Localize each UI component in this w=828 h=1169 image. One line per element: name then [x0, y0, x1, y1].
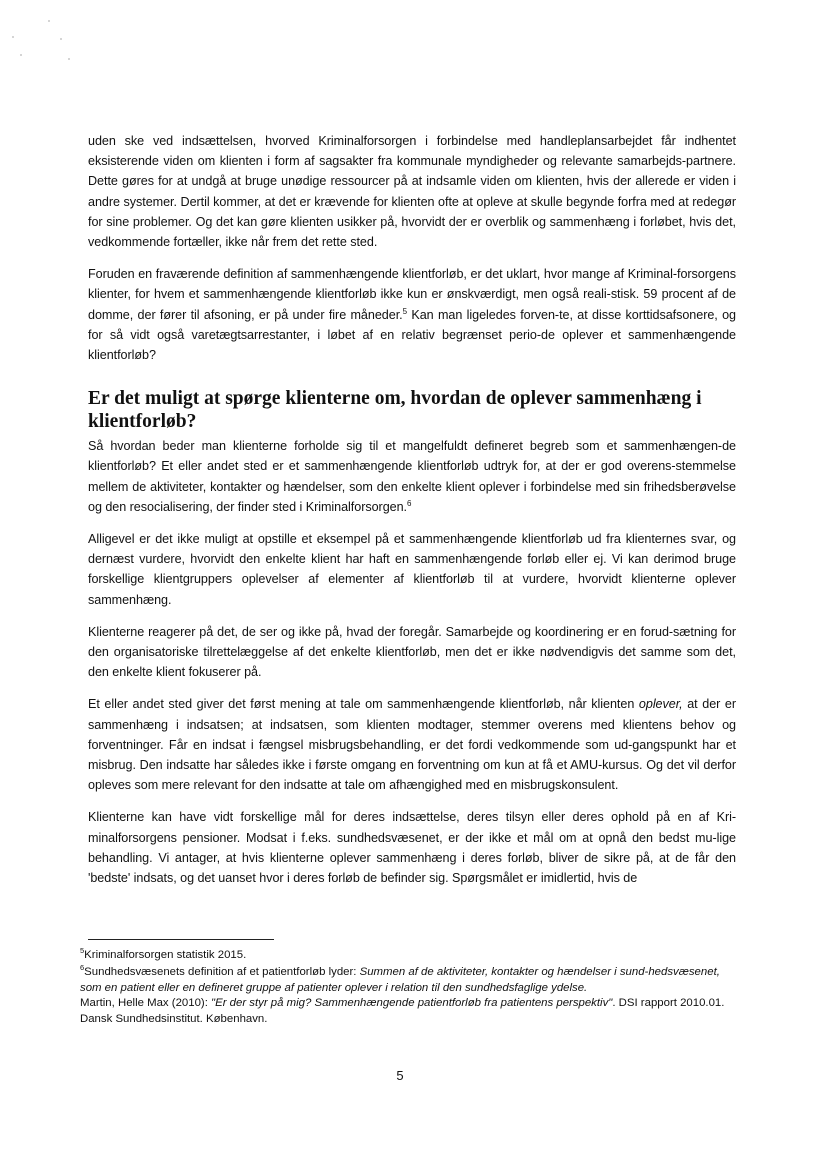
footnote-text: Kriminalforsorgen statistik 2015.: [84, 949, 247, 961]
body-paragraph-7: Klienterne kan have vidt forskellige mål for deres indsættelse, deres tilsyn eller deres ophold på en af Kri-minalforsorgens pensioner. Modsat i f.eks. sundhedsvæsenet, er der ikke et mål om at opnå den bedst mu-lige behandling. Vi antager, at hvis klienterne oplever sammenhæng i deres forløb, bliver de sikre på, at de får den 'bedste' indsats, og det uanset hvor i deres forløb de befinder sig. Spørgsmålet er imidlertid, hvis de: [88, 810, 736, 886]
footnote-citation-title: "Er der styr på mig? Sammenhængende patientforløb fra patientens perspektiv": [211, 997, 613, 1010]
footnote-5: [80, 948, 740, 963]
footnote-citation: Martin, Helle Max (2010):: [80, 997, 212, 1010]
footnote-reference: 6: [407, 498, 412, 508]
footnote-citation: . DSI rapport 2010.01. Dansk Sundhedsinstitut. København.: [80, 997, 725, 1025]
footnote-text: Sundhedsvæsenets definition af et patientforløb lyder:: [84, 966, 360, 979]
scan-artifact: [60, 38, 62, 40]
paragraph-text: Så hvordan beder man klienterne forholde sig til et mangelfuldt defineret begreb som et sammenhængen-de klientforløb? Et eller andet sted er et sammenhængende klientforløb udtryk for, at der er god overens-stemmelse mellem de aktiviteter, kontakter og hændelser, som den enkelte klient oplever i forbindelse med sin frihedsberøvelse og den resocialisering, der finder sted i Kriminalforsorgen.: [88, 439, 736, 514]
footnote-divider: [88, 939, 274, 940]
body-paragraph-3: [88, 436, 736, 517]
paragraph-text: at der er sammenhæng i indsatsen; at indsatsen, som klienten modtager, stemmer overens med klientens behov og forventninger. Får en indsat i fængsel misbrugsbehandling, er det fordi vedkommende som ud-gangspunkt har et misbrug. Den indsatte har således ikke i første omgang en forventning om kun at få et AMU-kursus. Og det vil derfor opleves som mere relevant for den indsatte at tale om afhængighed med en misbrugskonsulent.: [88, 697, 737, 793]
body-paragraph-1: uden ske ved indsættelsen, hvorved Kriminalforsorgen i forbindelse med handleplansarbejdet får indhentet eksisterende viden om klienten i form af sagsakter fra kommunale myndigheder og relevante samarbejds-partnere. Dette gøres for at undgå at bruge unødige ressourcer på at indsamle viden om klienten, hvis der allerede er viden i andre systemer. Dertil kommer, at det er krævende for klienten ofte at opleve at skulle begynde forfra med at redegør for sine problemer. Og det kan gøre klienten usikker på, hvorvidt der er overblik og sammenhæng i forløbet, hvis det, vedkommende fortæller, ikke når frem det rette sted.: [88, 134, 736, 250]
emphasized-text: oplever,: [638, 697, 683, 712]
scan-artifact: [68, 58, 70, 60]
body-paragraph-4: Alligevel er det ikke muligt at opstille et eksempel på et sammenhængende klientforløb ud fra klienternes svar, og dernæst vurdere, hvorvidt den enkelte klient har haft en sammenhængende forløb eller ej. Vi kan derimod bruge forskellige klientgruppers oplevelser af elementer af klientforløb til at vurdere, hvorvidt klienterne oplever sammenhæng.: [88, 532, 736, 607]
paragraph-text: Et eller andet sted giver det først mening at tale om sammenhængende klientforløb, når klienten: [88, 697, 639, 712]
section-heading: Er det muligt at spørge klienterne om, hvordan de oplever sammenhæng i klientforløb?: [88, 388, 702, 433]
footnote-number: 6: [80, 963, 85, 973]
scan-artifact: [48, 20, 50, 22]
footnote-reference: 5: [402, 306, 408, 316]
page-number: 5: [396, 1068, 404, 1083]
scan-artifact: [12, 36, 14, 38]
scan-artifact: [20, 54, 22, 56]
body-paragraph-6: [88, 694, 736, 795]
footnote-number: 5: [80, 946, 85, 956]
body-paragraph-2: [88, 264, 736, 365]
document-page: [88, 131, 736, 900]
footnote-6: [80, 965, 740, 1027]
paragraph-text: Foruden en fraværende definition af sammenhængende klientforløb, er det uklart, hvor mange af Kriminal-forsorgens klienter, for hvem et sammenhængende klientforløb ikke kun er ønskværdigt, men også reali-stisk. 59 procent af de domme, der fører til afsoning, er på under fire måneder.: [88, 267, 736, 322]
footnotes: [80, 948, 740, 1029]
paragraph-text: Kan man ligeledes forven-te, at disse korttidsafsonere, og for så vidt også varetægtsarrestanter, i løbet af en relativ begrænset perio-de oplever et sammenhængende klientforløb?: [88, 307, 736, 363]
body-paragraph-5: Klienterne reagerer på det, de ser og ikke på, hvad der foregår. Samarbejde og koordinering er en forud-sætning for den organisatoriske tilrettelæggelse af det enkelte klientforløb, men det er ikke nødvendigvis det samme som det, den enkelte klient fokuserer på.: [88, 624, 736, 680]
footnote-quote: Summen af de aktiviteter, kontakter og hændelser i sund-hedsvæsenet, som en patient eller en defineret gruppe af patienter oplever i relation til den sundhedsfaglige ydelse.: [80, 966, 720, 994]
